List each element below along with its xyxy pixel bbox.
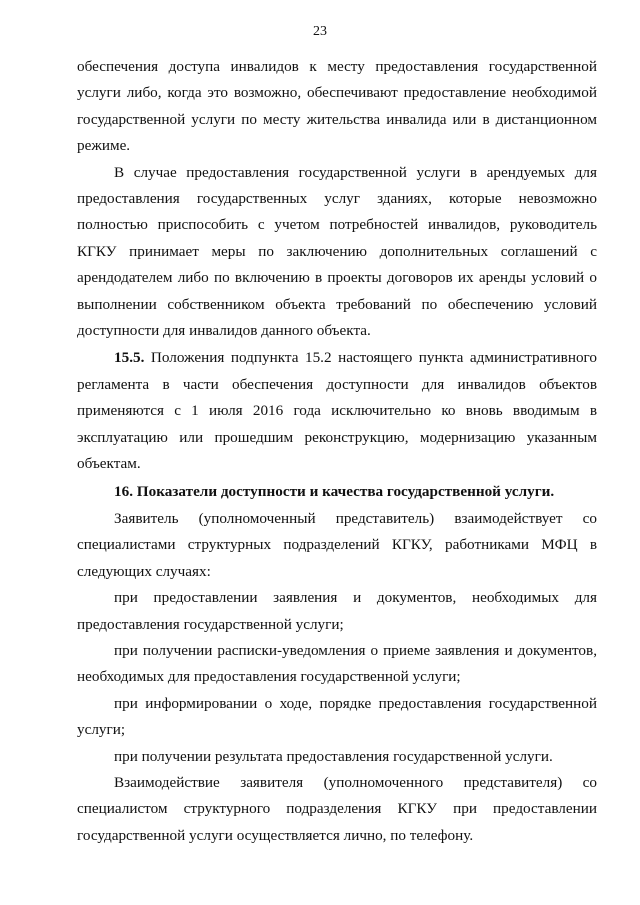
paragraph-continuation [77, 54, 597, 160]
paragraph-text: Положения подпункта 15.2 настоящего пункта административного регламента в части обеспечения доступности для инвалидов объектов применяются с 1 июля 2016 года исключительно ко вновь вводимым в эксплуатацию или прошедшим реконструкцию, модернизацию указанным объектам. [77, 349, 597, 473]
paragraph-interaction-mode [77, 770, 597, 849]
paragraph-case-receipt [77, 638, 597, 691]
paragraph-text: при получении результата предоставления государственной услуги. [114, 747, 553, 765]
paragraph-case-submission [77, 585, 597, 638]
paragraph-text: обеспечения доступа инвалидов к месту предоставления государственной услуги либо, когда это возможно, обеспечивают предоставление необходимой государственной услуги по месту жительства инвалида или в дистанционном режиме. [77, 58, 597, 155]
paragraph-interaction-cases [77, 506, 597, 585]
paragraph-text: Заявитель (уполномоченный представитель) взаимодействует со специалистами структурных подразделений КГКУ, работниками МФЦ в следующих случаях: [77, 509, 597, 580]
page-number: 23 [313, 24, 327, 39]
document-body [77, 54, 597, 849]
paragraph-text: Взаимодействие заявителя (уполномоченного представителя) со специалистом структурного подразделения КГКУ при предоставлении государственной услуги осуществляется лично, по телефону. [77, 773, 597, 844]
paragraph-text: при получении расписки-уведомления о приеме заявления и документов, необходимых для предоставления государственной услуги; [77, 641, 597, 686]
paragraph-case-informing [77, 691, 597, 744]
section-heading-16 [77, 479, 597, 505]
clause-number: 15.5. [114, 349, 145, 367]
paragraph-case-result [77, 744, 597, 770]
section-heading: 16. Показатели доступности и качества государственной услуги. [114, 482, 555, 500]
paragraph-text: при предоставлении заявления и документов, необходимых для предоставления государственной услуги; [77, 589, 597, 633]
paragraph-15-5 [77, 345, 597, 477]
paragraph-text: при информировании о ходе, порядке предоставления государственной услуги; [77, 694, 597, 739]
paragraph-text: В случае предоставления государственной услуги в арендуемых для предоставления государственных услуг зданиях, которые невозможно полностью приспособить с учетом потребностей инвалидов, руководитель КГКУ принимает меры по заключению дополнительных соглашений с арендодателем либо по включению в проекты договоров их аренды условий о выполнении собственником объекта требований по обеспечению условий доступности для инвалидов данного объекта. [77, 163, 597, 340]
paragraph-leased-buildings [77, 160, 597, 345]
